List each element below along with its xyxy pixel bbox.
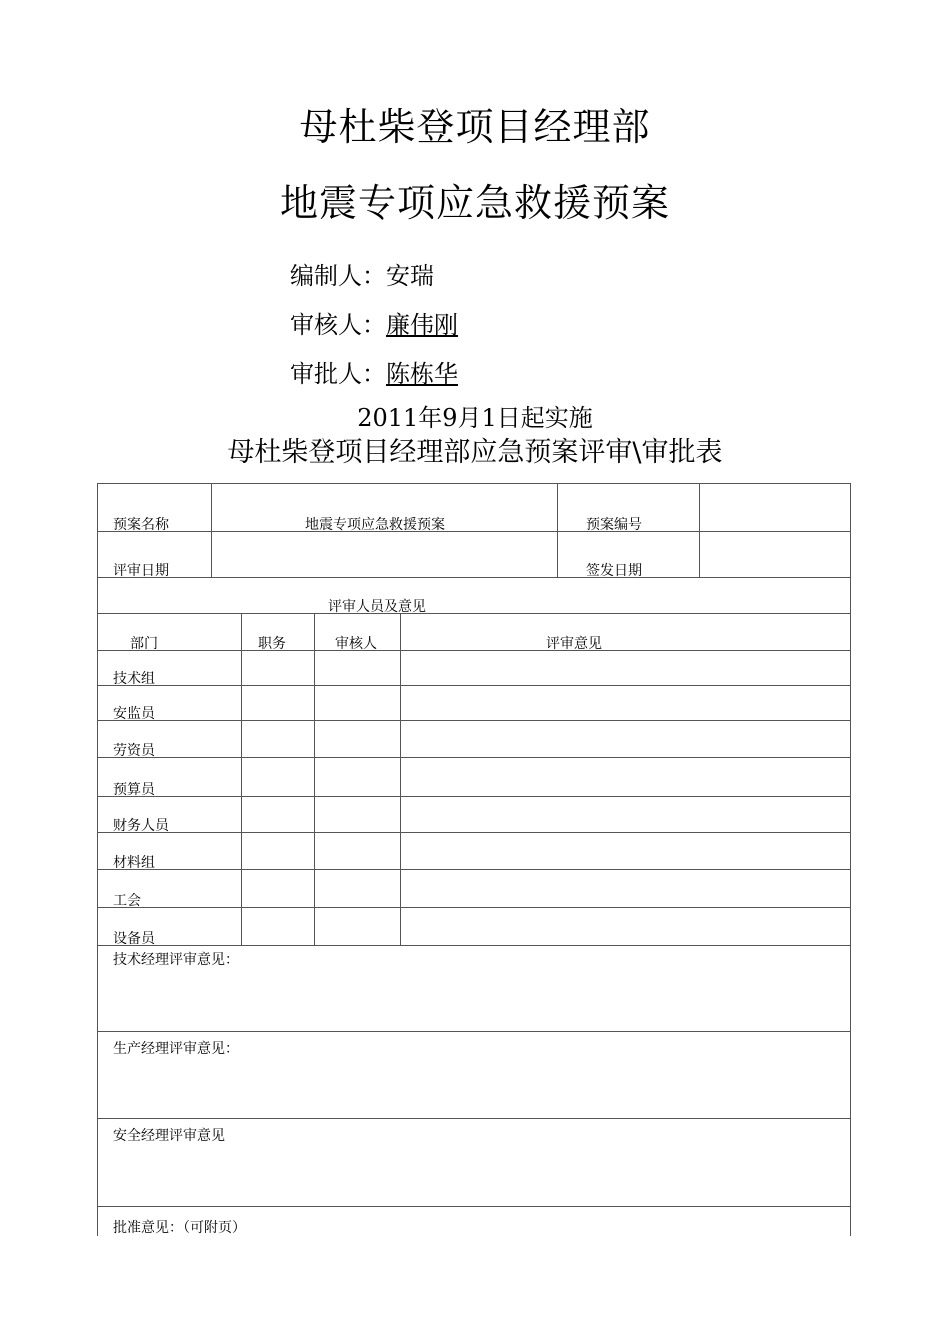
plan-name-label: 预案名称 [113,517,169,533]
effective-date: 2011年9月1日起实施 [357,404,593,432]
tech-manager-opinion-label: 技术经理评审意见： [113,952,239,968]
approver-line [290,354,458,389]
column-divider [314,613,315,945]
reviewer-value: 廉伟刚 [386,311,458,339]
row-divider [98,1118,850,1119]
row-divider [98,1031,850,1032]
review-date-label: 评审日期 [113,563,169,579]
department-row-label: 工会 [113,893,141,909]
department-row-label: 技术组 [113,671,155,687]
department-row-label: 预算员 [113,782,155,798]
column-header-department: 部门 [130,636,158,652]
approver-value: 陈栋华 [386,360,458,388]
document-title: 母杜柴登项目经理部 [299,105,651,149]
plan-name-value: 地震专项应急救援预案 [305,517,445,533]
compiler-line [290,256,434,291]
compiler-label: 编制人： [290,262,386,290]
column-header-opinion: 评审意见 [546,636,602,652]
reviewer-line [290,305,458,340]
row-divider [98,907,850,908]
issue-date-label: 签发日期 [586,563,642,579]
production-manager-opinion-label: 生产经理评审意见： [113,1041,239,1057]
compiler-value: 安瑞 [386,262,434,290]
safety-manager-opinion-label: 安全经理评审意见 [113,1128,225,1144]
row-divider [98,650,850,651]
approver-label: 审批人： [290,360,386,388]
approval-opinion-label: 批准意见：（可附页） [113,1220,246,1236]
plan-number-label: 预案编号 [586,517,642,533]
row-divider [98,577,850,578]
column-divider [241,613,242,945]
review-date-field[interactable] [212,532,557,577]
row-divider [98,832,850,833]
row-divider [98,685,850,686]
issue-date-field[interactable] [700,532,849,577]
row-divider [98,757,850,758]
form-title: 母杜柴登项目经理部应急预案评审\审批表 [227,437,723,468]
reviewers-section-title: 评审人员及意见 [328,599,426,615]
column-divider [557,484,558,577]
department-row-label: 财务人员 [113,818,169,834]
review-approval-form [97,483,851,1236]
document-subtitle: 地震专项应急救援预案 [279,181,670,225]
reviewer-label: 审核人： [290,311,386,339]
column-divider [400,613,401,945]
department-row-label: 设备员 [113,931,155,947]
row-divider [98,613,850,614]
plan-number-field[interactable] [700,485,849,530]
row-divider [98,869,850,870]
department-row-label: 安监员 [113,706,155,722]
column-header-position: 职务 [258,636,286,652]
department-row-label: 材料组 [113,855,155,871]
row-divider [98,945,850,946]
department-row-label: 劳资员 [113,743,155,759]
row-divider [98,796,850,797]
row-divider [98,1206,850,1207]
row-divider [98,720,850,721]
column-header-reviewer: 审核人 [335,636,377,652]
